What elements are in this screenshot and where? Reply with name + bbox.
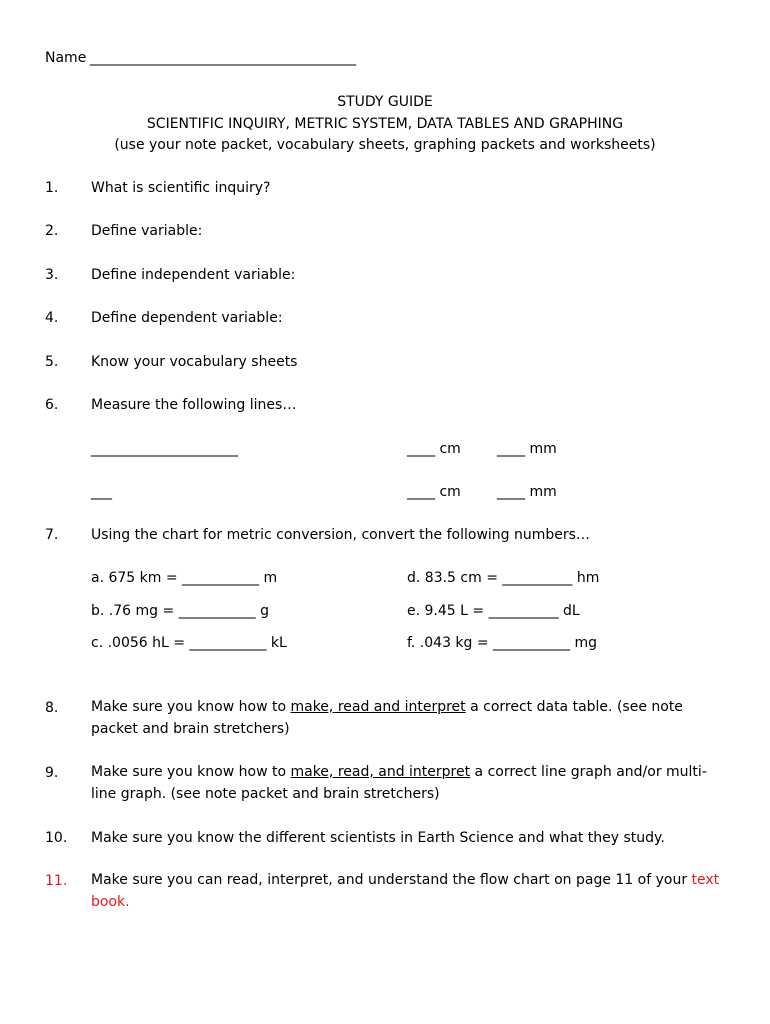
q9-underlined: make, read, and interpret <box>290 764 471 780</box>
measure-line-1: _____________________ <box>91 441 238 457</box>
q5-number: 5. <box>45 354 59 370</box>
q4-number: 4. <box>45 310 59 326</box>
measure-2-cm-blank[interactable]: ____ cm <box>407 484 461 500</box>
q8-number: 8. <box>45 700 59 716</box>
q5-text: Know your vocabulary sheets <box>91 354 298 370</box>
q2-text: Define variable: <box>91 223 203 239</box>
q11-text <box>91 870 731 913</box>
q1-number: 1. <box>45 180 59 196</box>
q8-text <box>91 697 731 740</box>
q11-number: 11. <box>45 873 68 889</box>
conversion-a[interactable]: a. 675 km = ___________ m <box>91 570 278 586</box>
q8-pre: Make sure you know how to <box>91 699 291 715</box>
q6-number: 6. <box>45 397 59 413</box>
q3-text: Define independent variable: <box>91 267 296 283</box>
conversion-e[interactable]: e. 9.45 L = __________ dL <box>407 603 580 619</box>
q10-text: Make sure you know the different scientists in Earth Science and what they study. <box>91 830 665 846</box>
q9-text <box>91 762 731 805</box>
measure-line-2: ___ <box>91 484 112 500</box>
q8-post: a correct data table. (see note packet and brain stretchers) <box>91 699 683 737</box>
subtitle: SCIENTIFIC INQUIRY, METRIC SYSTEM, DATA TABLES AND GRAPHING <box>146 116 624 132</box>
q10-number: 10. <box>45 830 68 846</box>
instructions: (use your note packet, vocabulary sheets, graphing packets and worksheets) <box>114 137 656 153</box>
q1-text: What is scientific inquiry? <box>91 180 271 196</box>
name-label: Name <box>45 50 87 66</box>
q7-text: Using the chart for metric conversion, convert the following numbers… <box>91 527 590 543</box>
conversion-c[interactable]: c. .0056 hL = ___________ kL <box>91 635 287 651</box>
name-field[interactable]: ______________________________________ <box>90 50 356 66</box>
q4-text: Define dependent variable: <box>91 310 283 326</box>
conversion-d[interactable]: d. 83.5 cm = __________ hm <box>407 570 600 586</box>
q2-number: 2. <box>45 223 59 239</box>
q11-main: Make sure you can read, interpret, and understand the flow chart on page 11 of your <box>91 872 692 888</box>
measure-1-cm-blank[interactable]: ____ cm <box>407 441 461 457</box>
q6-text: Measure the following lines… <box>91 397 297 413</box>
conversion-b[interactable]: b. .76 mg = ___________ g <box>91 603 269 619</box>
q9-post: a correct line graph and/or multi-line graph. (see note packet and brain stretchers) <box>91 764 707 802</box>
measure-1-mm-blank[interactable]: ____ mm <box>497 441 557 457</box>
q8-underlined: make, read and interpret <box>290 699 466 715</box>
title: STUDY GUIDE <box>337 94 433 110</box>
q7-number: 7. <box>45 527 59 543</box>
conversion-f[interactable]: f. .043 kg = ___________ mg <box>407 635 598 651</box>
q3-number: 3. <box>45 267 59 283</box>
q9-pre: Make sure you know how to <box>91 764 291 780</box>
measure-2-mm-blank[interactable]: ____ mm <box>497 484 557 500</box>
q11-red-text: text book. <box>91 872 720 910</box>
q9-number: 9. <box>45 765 59 781</box>
